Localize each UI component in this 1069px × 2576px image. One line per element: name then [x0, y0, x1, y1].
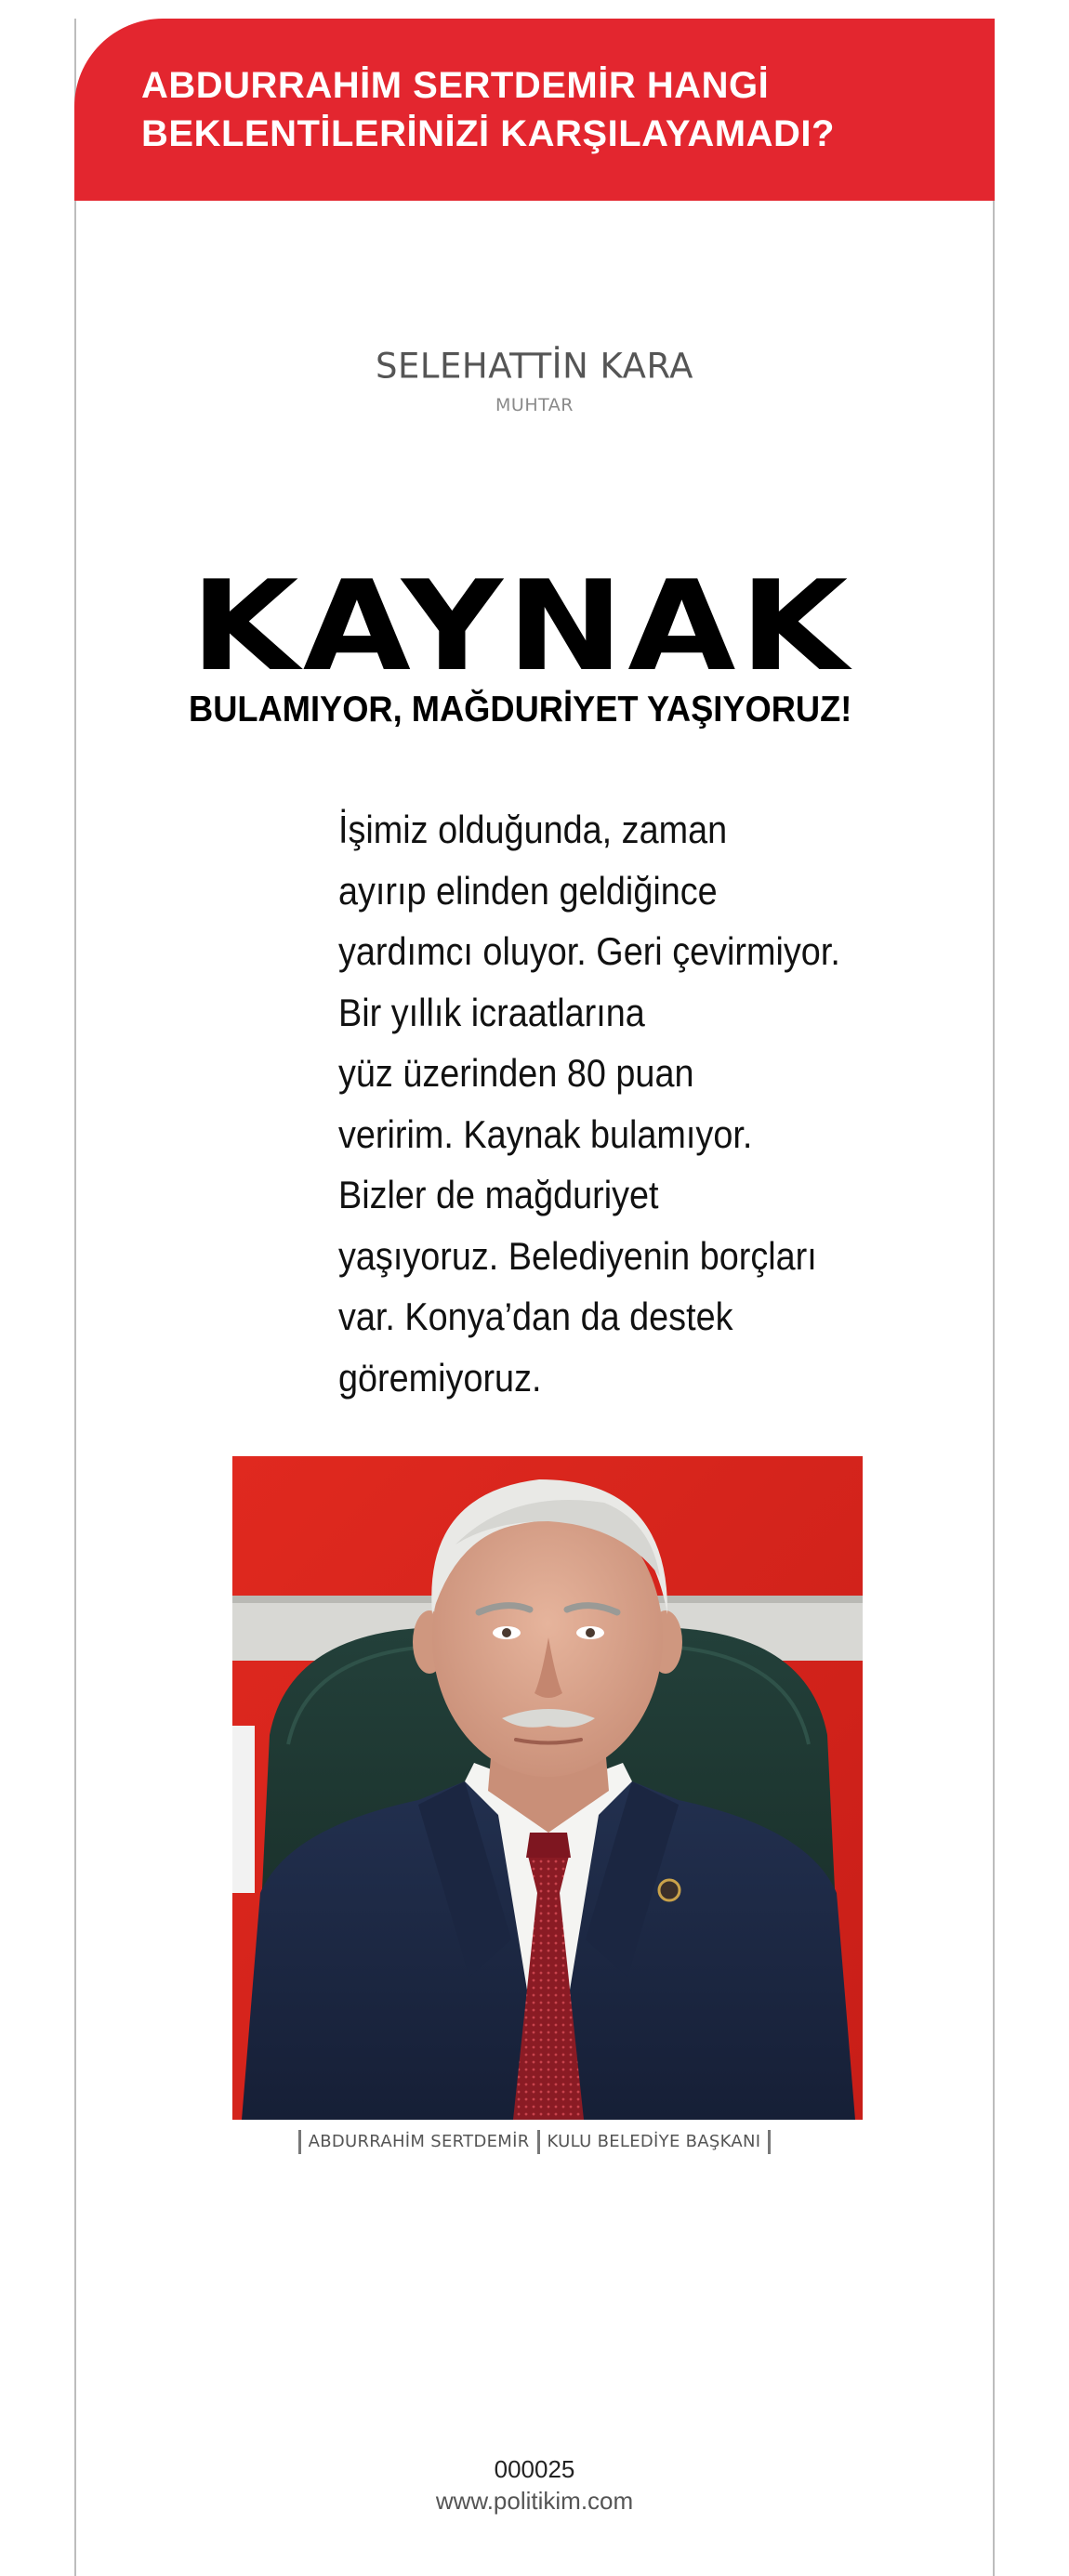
portrait-illustration	[232, 1456, 863, 2120]
headline-main: KAYNAK	[191, 554, 852, 699]
quote-line: var. Konya’dan da destek	[338, 1295, 733, 1338]
caption-person-title: KULU BELEDİYE BAŞKANI	[547, 2132, 761, 2151]
question-banner	[74, 19, 995, 201]
quote-line: yaşıyoruz. Belediyenin borçları	[338, 1233, 817, 1278]
respondent-block	[0, 346, 1069, 415]
respondent-role: MUHTAR	[495, 395, 574, 415]
page-number: 000025	[494, 2455, 575, 2483]
caption-divider	[768, 2130, 771, 2154]
quote-text	[338, 799, 896, 1408]
quote-line: yüz üzerinden 80 puan	[338, 1051, 694, 1095]
quote-line: Bizler de mağduriyet	[338, 1173, 659, 1216]
banner-question-line-1: ABDURRAHİM SERTDEMİR HANGİ	[141, 65, 770, 106]
photo-caption	[0, 2128, 1069, 2156]
caption-divider	[298, 2130, 301, 2154]
quote-line: Bir yıllık icraatlarına	[338, 990, 645, 1034]
quote-line: ayırıp elinden geldiğince	[338, 868, 718, 913]
banner-question-line-2: BEKLENTİLERİNİZİ KARŞILAYAMADI?	[141, 113, 835, 154]
quote-line: İşimiz olduğunda, zaman	[338, 808, 728, 851]
respondent-name: SELEHATTİN KARA	[376, 345, 693, 387]
quote-line: göremiyoruz.	[338, 1355, 542, 1400]
website-link[interactable]: www.politikim.com	[435, 2487, 634, 2515]
caption-divider	[537, 2130, 540, 2154]
mayor-portrait-photo	[232, 1456, 863, 2120]
headline-subtitle: BULAMIYOR, MAĞDURİYET YAŞIYORUZ!	[189, 690, 852, 729]
quote-line: veririm. Kaynak bulamıyor.	[338, 1111, 753, 1156]
quote-line: yardımcı oluyor. Geri çevirmiyor.	[338, 929, 840, 973]
page-footer	[0, 2453, 1069, 2517]
caption-person-name: ABDURRAHİM SERTDEMİR	[308, 2132, 530, 2151]
